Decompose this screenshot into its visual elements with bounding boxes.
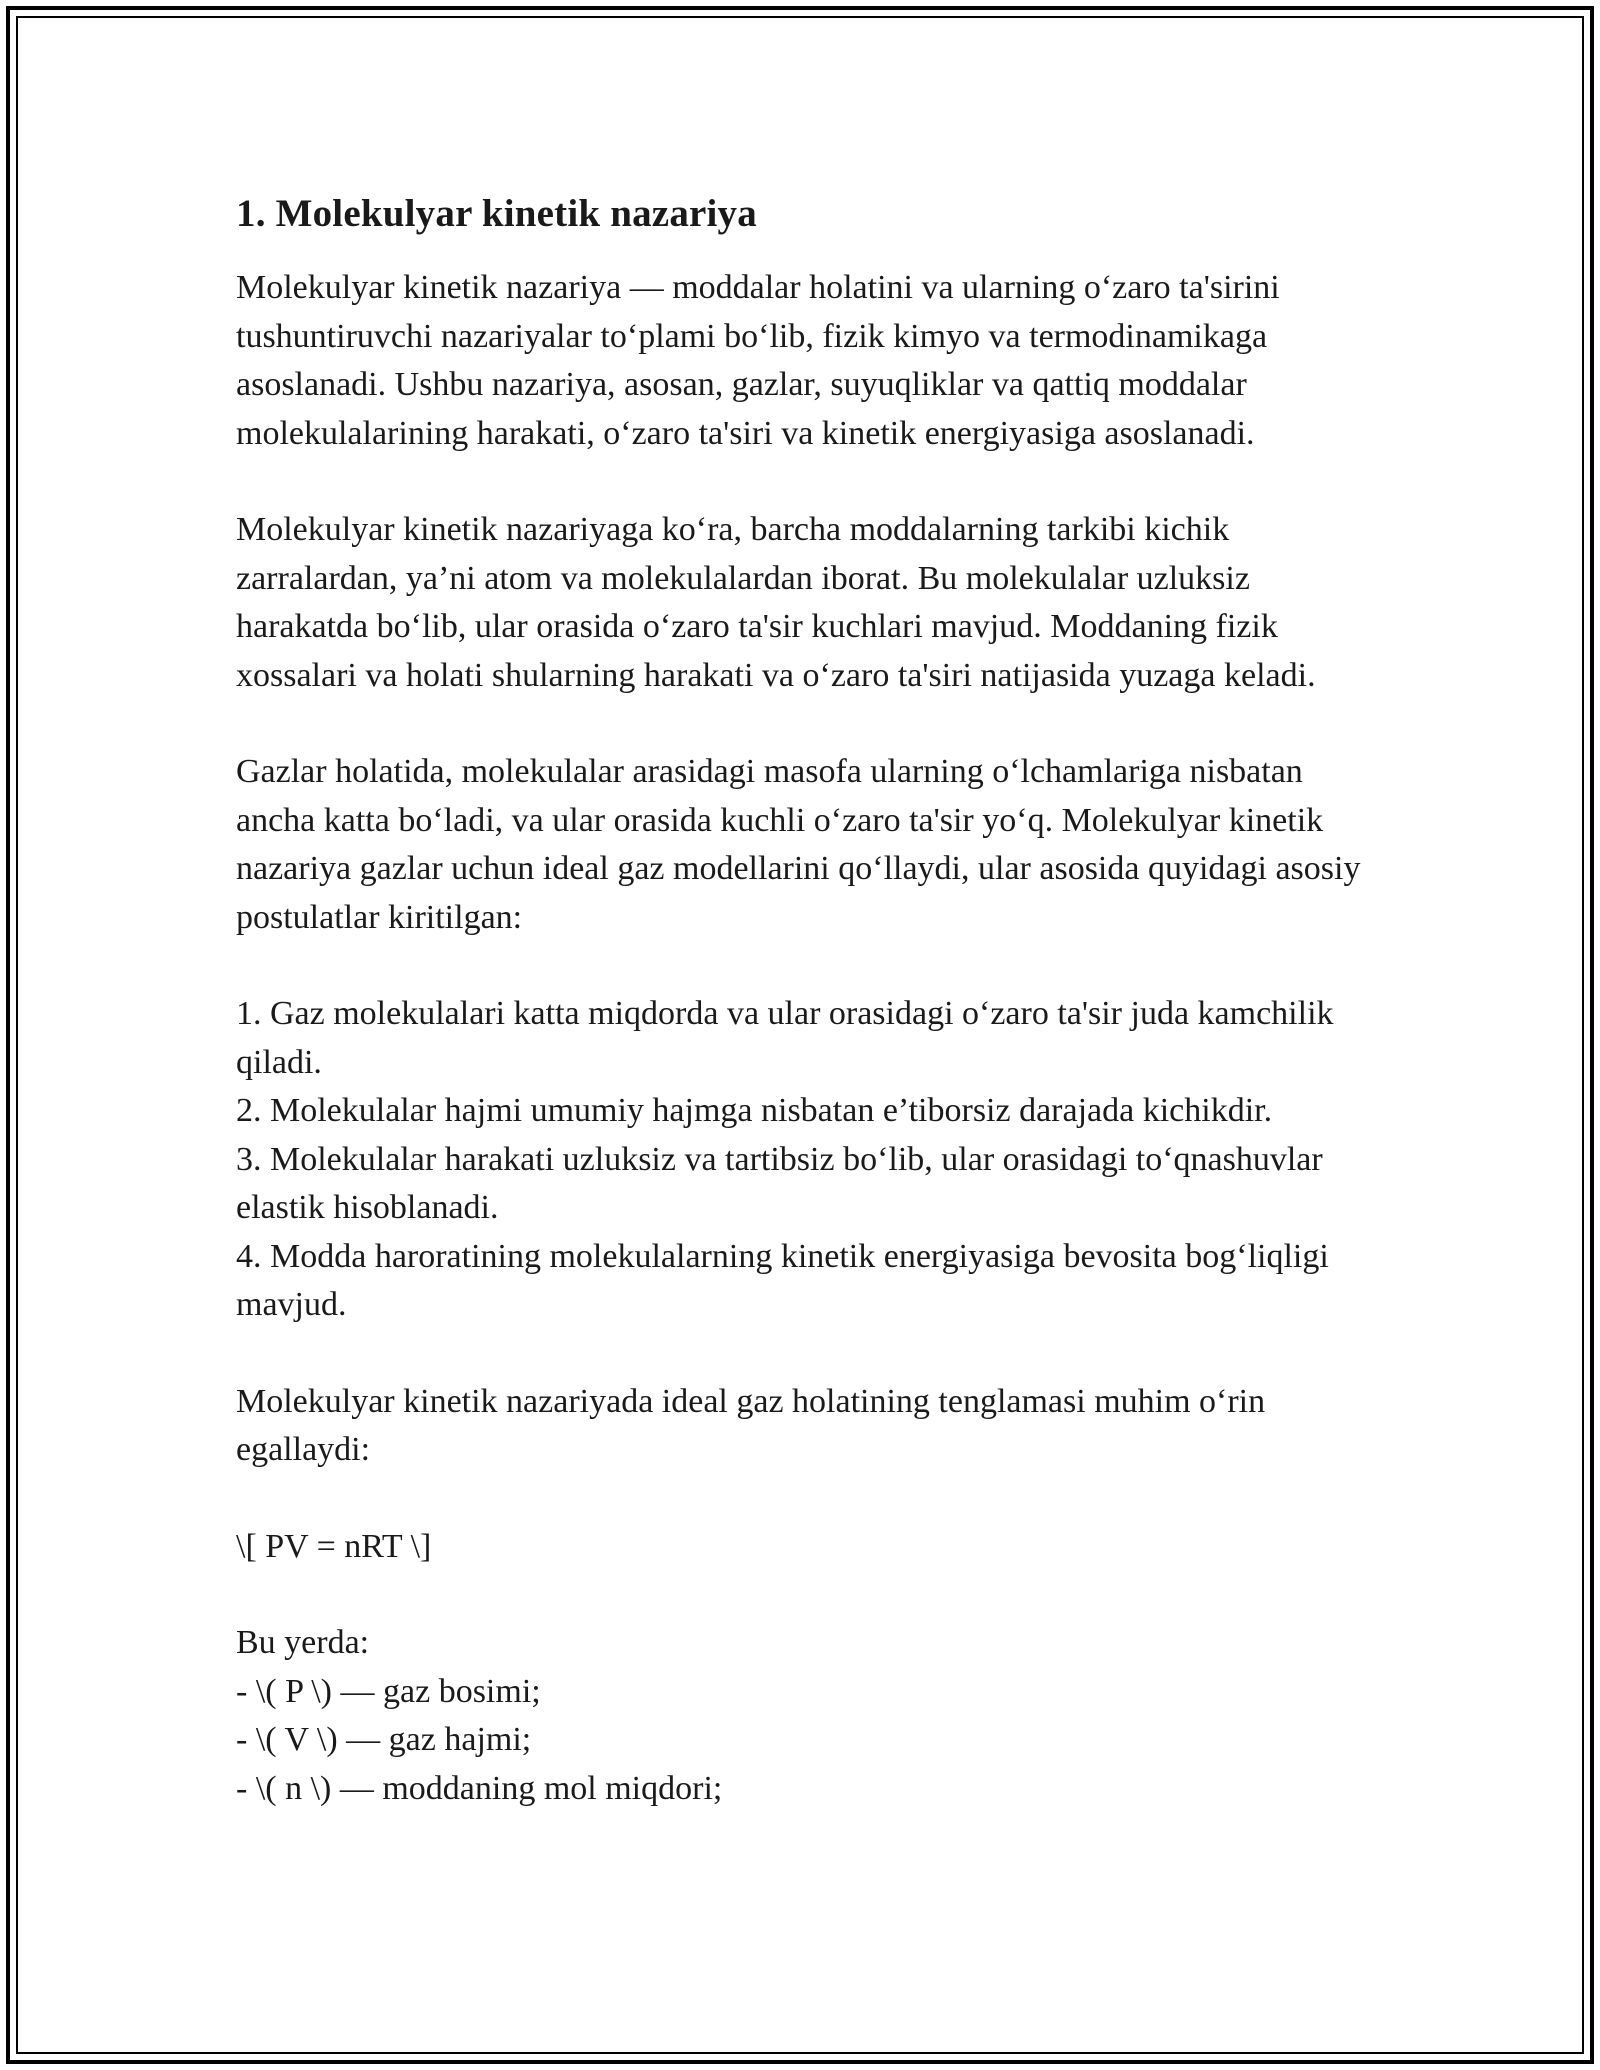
postulate-list	[236, 990, 1366, 1330]
postulate-item: 3. Molekulalar harakati uzluksiz va tartibsiz bo‘lib, ular orasidagi to‘qnashuvlar elastik hisoblanadi.	[236, 1140, 1323, 1226]
paragraph-gases: Gazlar holatida, molekulalar arasidagi masofa ularning o‘lchamlariga nisbatan ancha katta bo‘ladi, va ular orasida kuchli o‘zaro ta'sir yo‘q. Molekulyar kinetik nazariya gazlar uchun ideal gaz modellarini qo‘llaydi, ular asosida quyidagi asosiy postulatlar kiritilgan:	[236, 753, 1361, 936]
document-body	[236, 186, 1366, 1861]
paragraph-equation-intro: Molekulyar kinetik nazariyada ideal gaz holatining tenglamasi muhim o‘rin egallaydi:	[236, 1382, 1266, 1468]
postulate-item: 4. Modda haroratining molekulalarning kinetik energiyasiga bevosita bog‘liqligi mavjud.	[236, 1237, 1329, 1323]
postulate-item: 1. Gaz molekulalari katta miqdorda va ular orasidagi o‘zaro ta'sir juda kamchilik qiladi.	[236, 995, 1334, 1081]
definition-item: - \( P \) — gaz bosimi;	[236, 1672, 541, 1710]
definition-list	[236, 1619, 1366, 1813]
paragraph-intro: Molekulyar kinetik nazariya — moddalar holatini va ularning o‘zaro ta'sirini tushuntiruvchi nazariyalar to‘plami bo‘lib, fizik kimyo va termodinamikaga asoslanadi. Ushbu nazariya, asosan, gazlar, suyuqliklar va qattiq moddalar molekulalarining harakati, o‘zaro ta'siri va kinetik energiyasiga asoslanadi.	[236, 269, 1280, 452]
equation: \[ PV = nRT \]	[236, 1527, 432, 1565]
section-heading: 1. Molekulyar kinetik nazariya	[236, 192, 757, 235]
paragraph-composition: Molekulyar kinetik nazariyaga ko‘ra, barcha moddalarning tarkibi kichik zarralardan, ya’ni atom va molekulalardan iborat. Bu molekulalar uzluksiz harakatda bo‘lib, ular orasida o‘zaro ta'sir kuchlari mavjud. Moddaning fizik xossalari va holati shularning harakati va o‘zaro ta'siri natijasida yuzaga keladi.	[236, 511, 1316, 694]
where-label: Bu yerda:	[236, 1624, 370, 1661]
definition-item: - \( V \) — gaz hajmi;	[236, 1721, 532, 1758]
postulate-item: 2. Molekulalar hajmi umumiy hajmga nisbatan e’tiborsiz darajada kichikdir.	[236, 1092, 1273, 1129]
definition-item: - \( n \) — moddaning mol miqdori;	[236, 1769, 723, 1807]
